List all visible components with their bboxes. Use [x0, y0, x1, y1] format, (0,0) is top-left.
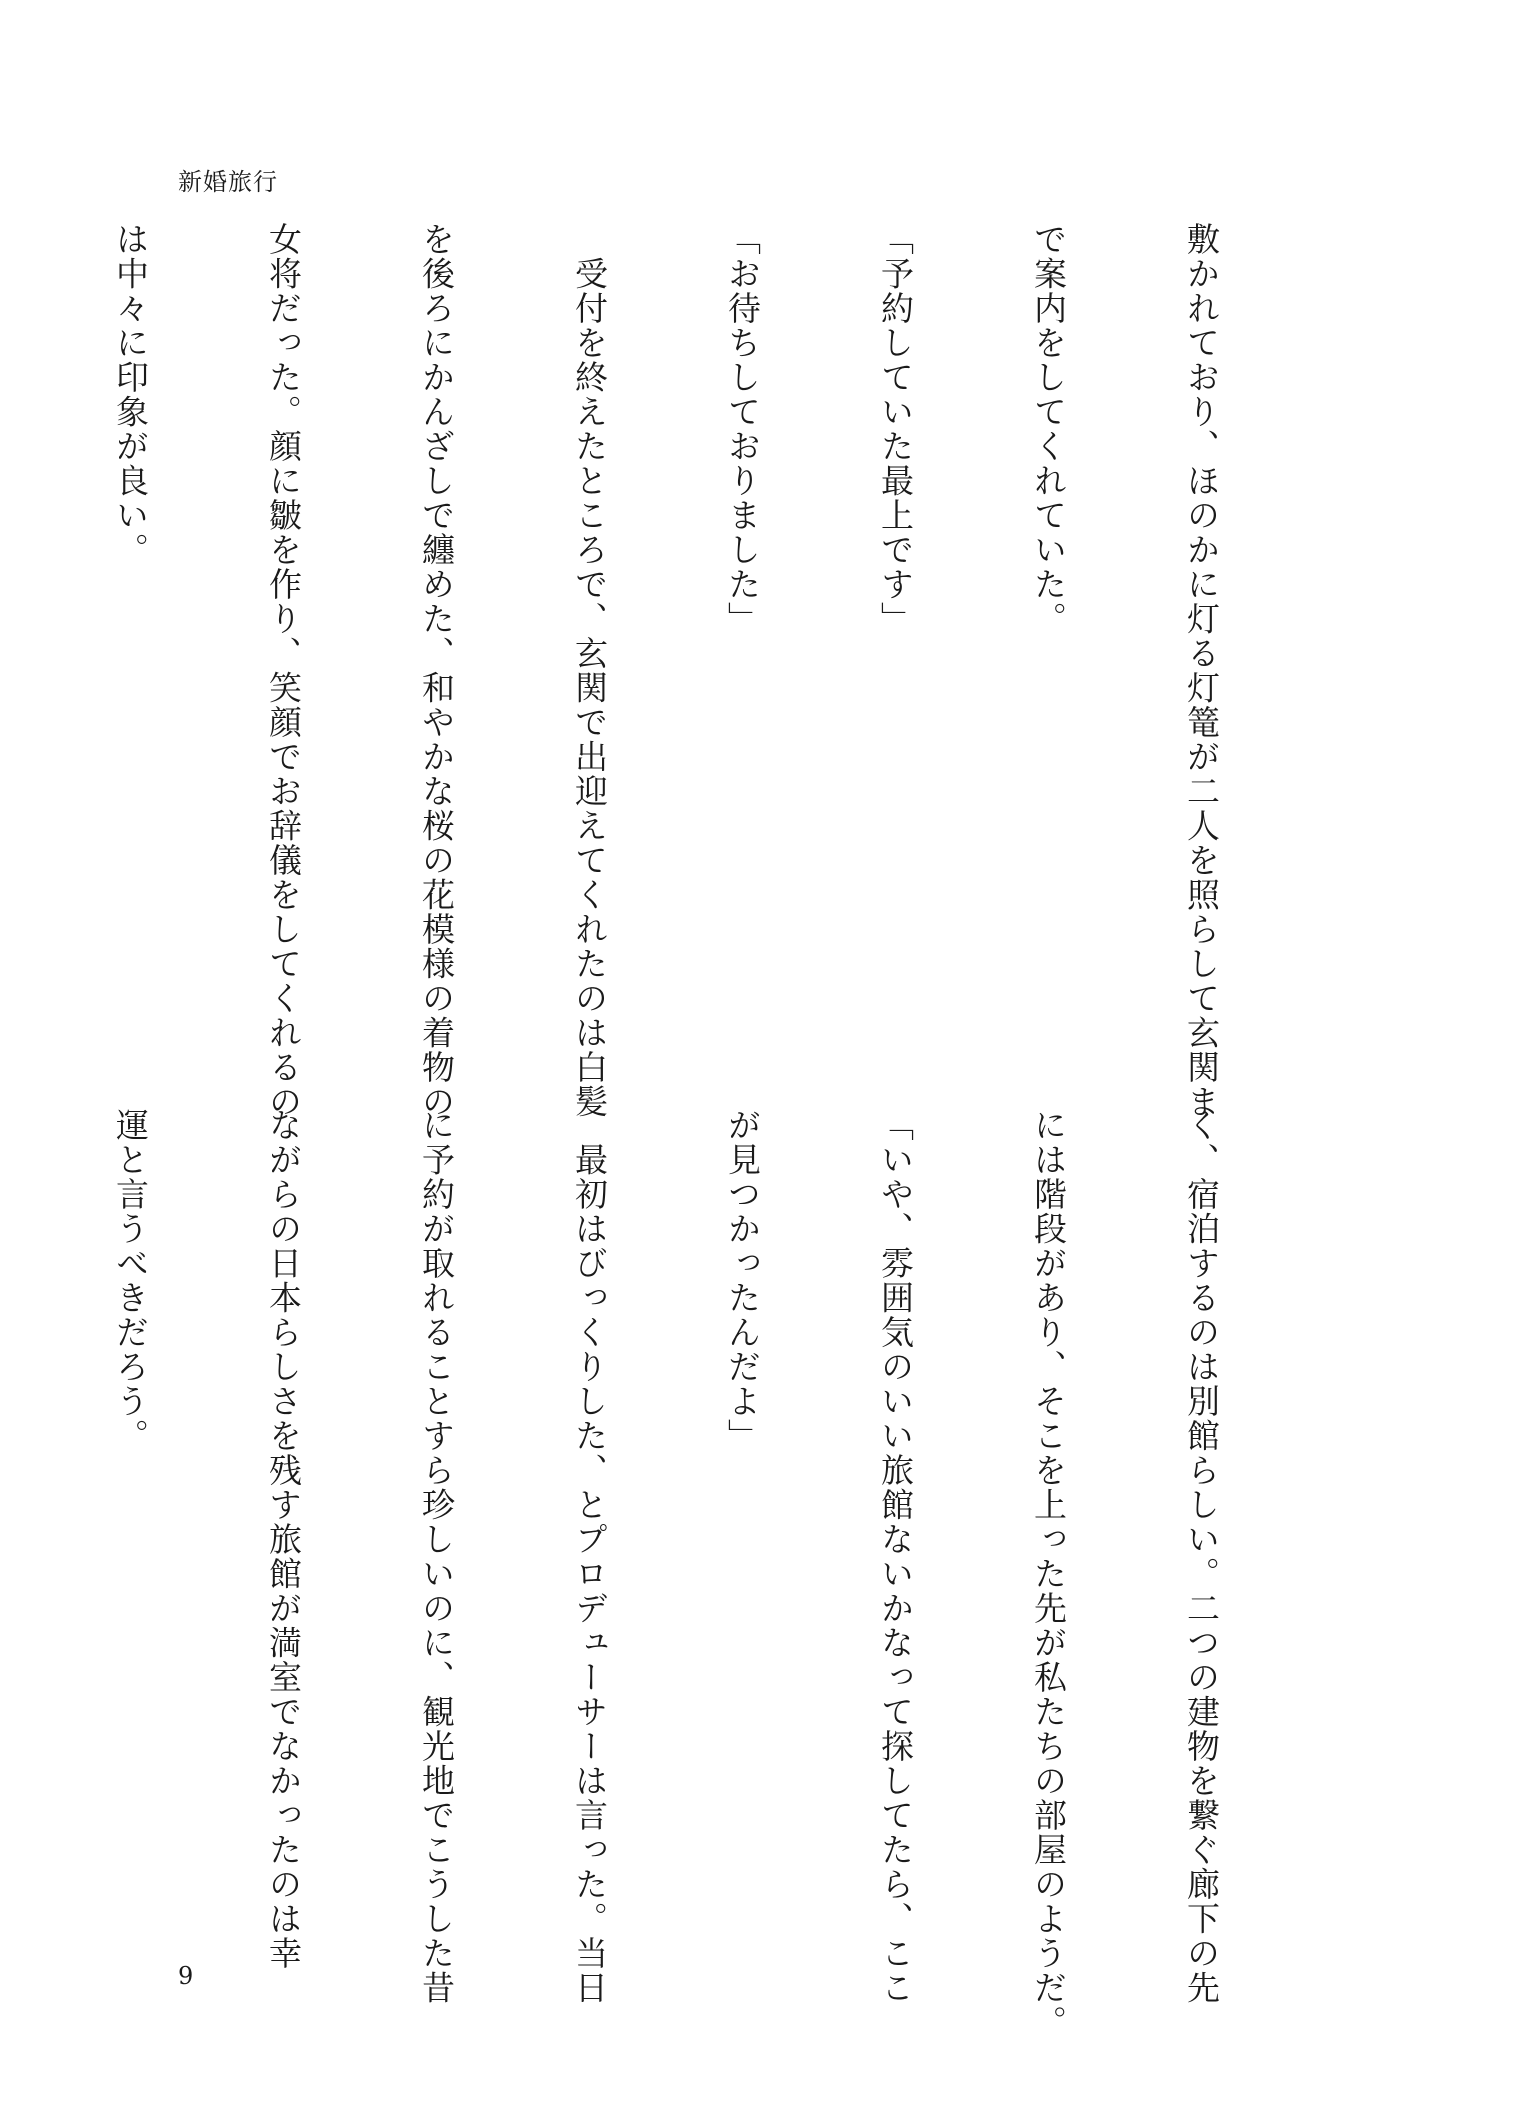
text-line: には階段があり、そこを上った先が私たちの部屋のようだ。 — [1029, 1108, 1068, 2040]
page-number: 9 — [178, 1962, 194, 1990]
text-line: 最初はびっくりした、とプロデューサーは言った。当日 — [570, 1108, 609, 2005]
running-header: 新婚旅行 — [178, 168, 278, 196]
text-line: に予約が取れることすら珍しいのに、観光地でこうした昔 — [417, 1108, 456, 2005]
text-line: 受付を終えたところで、玄関で出迎えてくれたのは白髪 — [570, 222, 609, 1119]
text-line: は中々に印象が良い。 — [111, 222, 150, 567]
text-line: 女将だった。顔に皺を作り、笑顔でお辞儀をしてくれるの — [264, 222, 303, 1119]
text-line: が見つかったんだよ」 — [723, 1108, 762, 1453]
text-line: で案内をしてくれていた。 — [1029, 222, 1068, 636]
text-line: 敷かれており、ほのかに灯る灯篭が二人を照らして玄関ま — [1182, 222, 1221, 1119]
text-line: 「いや、雰囲気のいい旅館ないかなって探してたら、ここ — [876, 1108, 915, 2005]
text-block-top — [0, 222, 1329, 1119]
text-line: く、宿泊するのは別館らしい。二つの建物を繋ぐ廊下の先 — [1182, 1108, 1221, 2005]
text-line: ながらの日本らしさを残す旅館が満室でなかったのは幸 — [264, 1108, 303, 1971]
text-line — [0, 222, 3, 1042]
text-line: 「予約していた最上です」 — [876, 222, 915, 636]
text-line: を後ろにかんざしで纏めた、和やかな桜の花模様の着物の — [417, 222, 456, 1119]
text-line — [0, 1108, 3, 1928]
text-line: 「お待ちしておりました」 — [723, 222, 762, 636]
text-line: 運と言うべきだろう。 — [111, 1108, 150, 1453]
text-block-bottom — [0, 1108, 1329, 2040]
